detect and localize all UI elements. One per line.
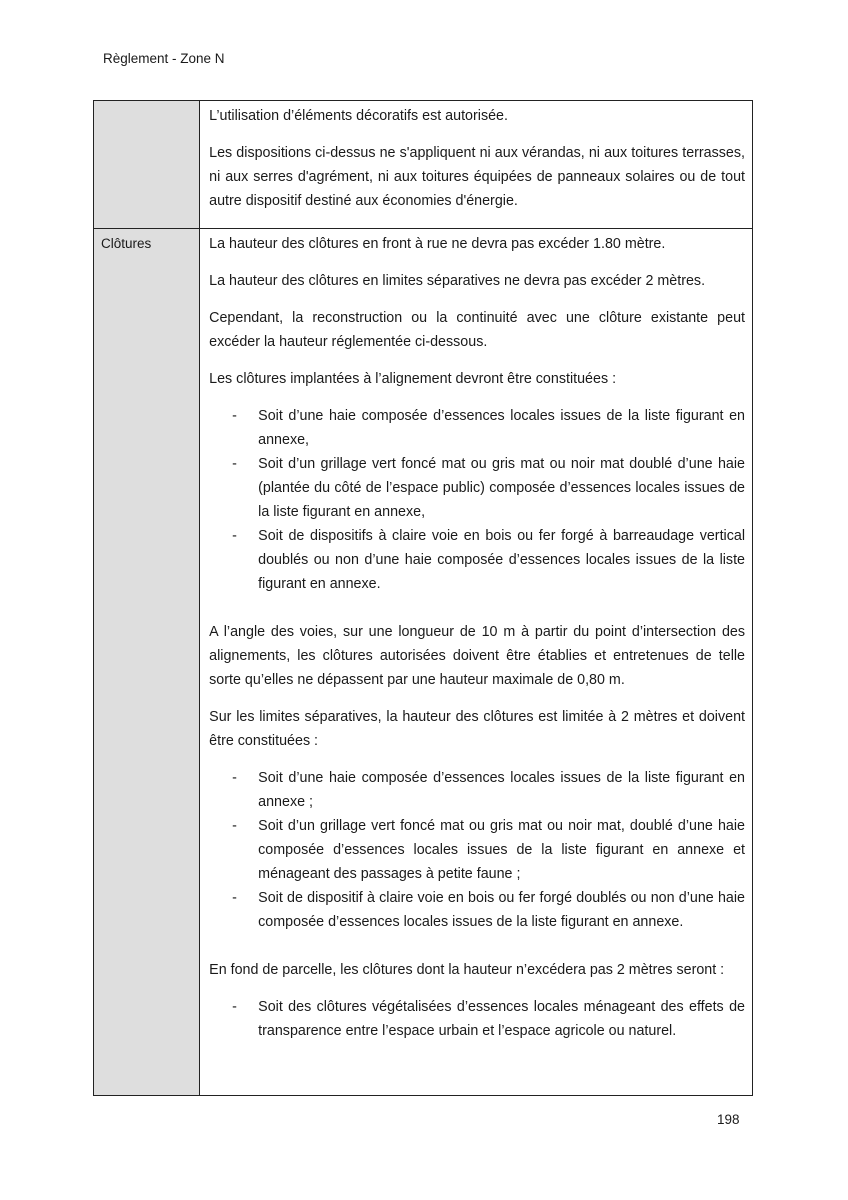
list-dash: - bbox=[232, 528, 237, 544]
paragraph: La hauteur des clôtures en limites séparatives ne devra pas excéder 2 mètres. bbox=[209, 273, 706, 289]
row-content-cell bbox=[200, 229, 753, 1096]
row-label-cell bbox=[94, 101, 200, 229]
list-item bbox=[209, 524, 745, 596]
table-row bbox=[94, 229, 753, 1096]
row-label-cell bbox=[94, 229, 200, 1096]
list-dash: - bbox=[232, 890, 237, 906]
paragraph: Cependant, la reconstruction ou la continuité avec une clôture existante peut excéder la hauteur réglementée ci-dessous. bbox=[209, 310, 745, 350]
paragraph: Sur les limites séparatives, la hauteur des clôtures est limitée à 2 mètres et doivent être constituées : bbox=[209, 709, 745, 749]
list-item bbox=[209, 886, 745, 934]
list-item bbox=[209, 995, 745, 1043]
list-item-text: Soit de dispositifs à claire voie en bois ou fer forgé à barreaudage vertical doublés ou non d’une haie composée d’essences locales issues de la liste figurant en annexe. bbox=[258, 528, 745, 592]
paragraph: Les clôtures implantées à l’alignement devront être constituées : bbox=[209, 371, 617, 387]
list-dash: - bbox=[232, 456, 237, 472]
list-item bbox=[209, 766, 745, 814]
row-content-cell bbox=[200, 101, 753, 229]
page-number: 198 bbox=[717, 1112, 740, 1127]
list-dash: - bbox=[232, 770, 237, 786]
bullet-list bbox=[209, 766, 745, 934]
paragraph: La hauteur des clôtures en front à rue ne devra pas excéder 1.80 mètre. bbox=[209, 236, 666, 252]
list-item-text: Soit de dispositif à claire voie en bois ou fer forgé doublés ou non d’une haie composée d’essences locales issues de la liste figurant en annexe. bbox=[258, 890, 745, 930]
list-item-text: Soit d’un grillage vert foncé mat ou gris mat ou noir mat doublé d’une haie (plantée du côté de l’espace public) composée d’essences locales issues de la liste figurant en annexe, bbox=[258, 456, 745, 520]
list-item-text: Soit d’un grillage vert foncé mat ou gris mat ou noir mat, doublé d’une haie composée d’essences locales issues de la liste figurant en annexe et ménageant des passages à petite faune ; bbox=[258, 818, 745, 882]
paragraph: A l’angle des voies, sur une longueur de 10 m à partir du point d’intersection des alignements, les clôtures autorisées doivent être établies et entretenues de telle sorte qu’elles ne dépassent par une hauteur maximale de 0,80 m. bbox=[209, 624, 745, 688]
list-item bbox=[209, 452, 745, 524]
list-dash: - bbox=[232, 408, 237, 424]
list-item-text: Soit d’une haie composée d’essences locales issues de la liste figurant en annexe ; bbox=[258, 770, 745, 810]
paragraph: En fond de parcelle, les clôtures dont la hauteur n’excédera pas 2 mètres seront : bbox=[209, 962, 725, 978]
list-dash: - bbox=[232, 999, 237, 1015]
paragraph: L’utilisation d’éléments décoratifs est autorisée. bbox=[209, 108, 508, 124]
regulation-table bbox=[93, 100, 753, 1096]
list-dash: - bbox=[232, 818, 237, 834]
list-item bbox=[209, 814, 745, 886]
bullet-list bbox=[209, 995, 745, 1043]
row-label bbox=[94, 101, 199, 105]
row-label-clotures: Clôtures bbox=[101, 236, 152, 251]
table-row bbox=[94, 101, 753, 229]
bullet-list bbox=[209, 404, 745, 596]
list-item bbox=[209, 404, 745, 452]
list-item-text: Soit d’une haie composée d’essences locales issues de la liste figurant en annexe, bbox=[258, 408, 745, 448]
page-header: Règlement - Zone N bbox=[103, 51, 225, 66]
paragraph: Les dispositions ci-dessus ne s'appliquent ni aux vérandas, ni aux toitures terrasses, ni aux serres d'agrément, ni aux toitures équipées de panneaux solaires ou de tout autre dispositif destiné aux économies d'énergie. bbox=[209, 145, 745, 209]
list-item-text: Soit des clôtures végétalisées d’essences locales ménageant des effets de transparence entre l’espace urbain et l’espace agricole ou naturel. bbox=[258, 999, 745, 1039]
